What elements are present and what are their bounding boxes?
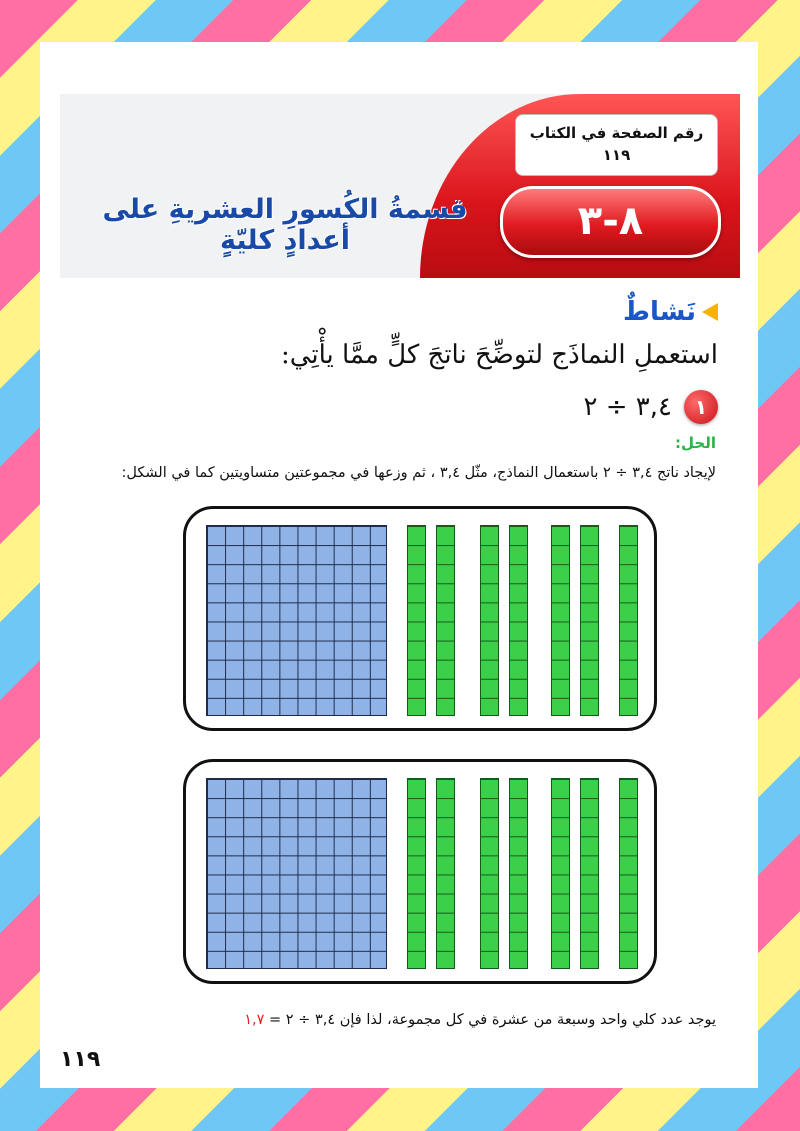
tenths-rod [436, 525, 455, 716]
solution-conclusion [244, 1012, 716, 1028]
tenths-rod [480, 778, 499, 969]
hundreds-flat [206, 778, 387, 969]
page-ref-label: رقم الصفحة في الكتاب [529, 124, 704, 142]
tenths-rod [509, 778, 528, 969]
tenths-rod [580, 778, 599, 969]
question-1 [584, 390, 719, 424]
page-number: ١١٩ [60, 1047, 101, 1072]
conclusion-text: يوجد عدد كلي واحد وسبعة من عشرة في كل مجموعة، لذا فإن ٣,٤ ÷ ٢ = [264, 1012, 716, 1028]
model-group-2 [183, 759, 657, 984]
tenths-rod [480, 525, 499, 716]
tenths-rod [436, 778, 455, 969]
triangle-bullet-icon [702, 303, 718, 321]
question-expression: ٣,٤ ÷ ٢ [583, 392, 672, 422]
page [40, 42, 758, 1088]
solution-label: الحل: [675, 434, 716, 452]
tenths-rod [407, 778, 426, 969]
answer-value: ١,٧ [244, 1012, 265, 1028]
lesson-number-badge: ٨-٣ [500, 186, 721, 258]
tenths-rod [619, 778, 638, 969]
lesson-title: قسمةُ الكُسورِ العشريةِ على أعدادٍ كليّةٍ [102, 194, 468, 256]
lesson-banner [60, 94, 740, 278]
tenths-rod [407, 525, 426, 716]
page-ref-number: ١١٩ [602, 146, 631, 164]
tenths-rod [580, 525, 599, 716]
activity-instruction: استعملِ النماذَج لتوضِّحَ ناتجَ كلٍّ ممَّا يأْتِي: [280, 340, 718, 370]
activity-heading [623, 297, 718, 327]
tenths-rod [551, 778, 570, 969]
tenths-rod [619, 525, 638, 716]
book-page-reference [515, 114, 718, 176]
solution-explanation: لإيجاد ناتج ٣,٤ ÷ ٢ باستعمال النماذج، مثّل ٣,٤ ، ثم وزعها في مجموعتين متساويتين كما في الشكل: [121, 465, 716, 481]
activity-label: نَشاطٌ [623, 297, 696, 327]
hundreds-flat [206, 525, 387, 716]
question-number-badge: ١ [684, 390, 718, 424]
tenths-rod [509, 525, 528, 716]
tenths-rod [551, 525, 570, 716]
model-group-1 [183, 506, 657, 731]
